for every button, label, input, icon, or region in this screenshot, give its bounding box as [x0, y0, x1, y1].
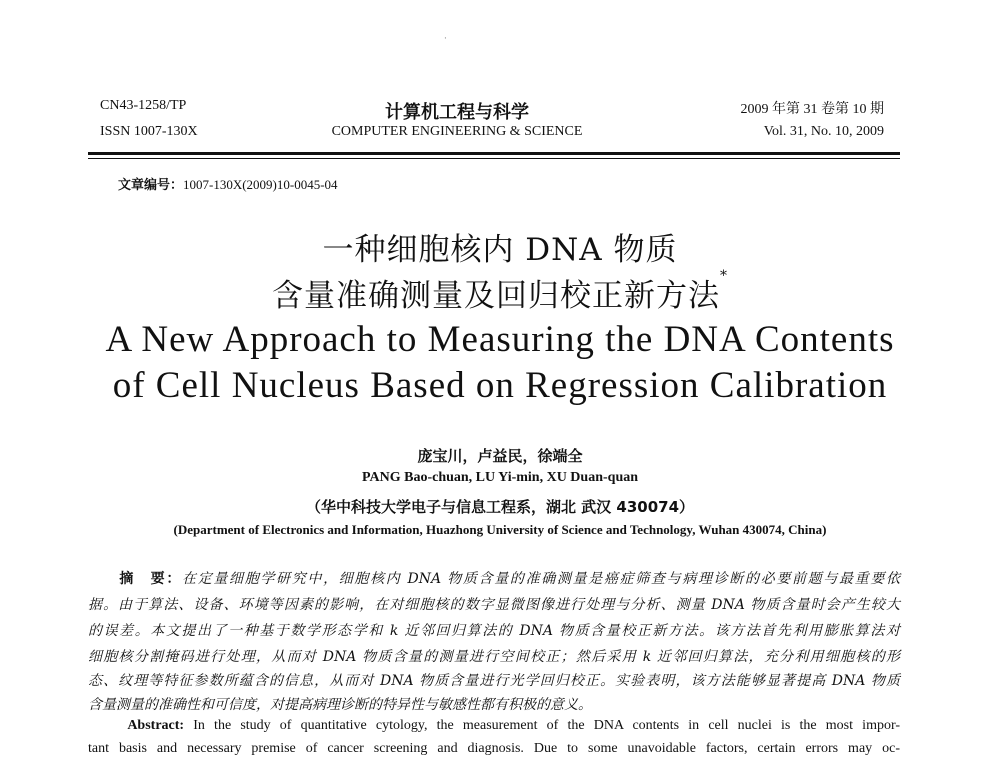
abstract-cn-line: 细胞核分割掩码进行处理，从而对 DNA 物质含量的测量进行空间校正；然后采用 k 近邻回归算法，充分利用细胞核的形 — [88, 649, 900, 665]
article-number — [118, 174, 338, 193]
article-number-value: 1007-130X(2009)10-0045-04 — [183, 177, 338, 192]
abstract-en-label: Abstract: — [127, 718, 185, 733]
issue-cn: 2009 年第 31 卷第 10 期 — [740, 102, 884, 117]
issn: ISSN 1007-130X — [100, 124, 198, 139]
abstract-en-line — [88, 717, 900, 735]
title-en-line1: A New Approach to Measuring the DNA Contents — [105, 319, 895, 360]
abstract-cn-line — [88, 570, 900, 588]
abstract-cn-label: 摘 要： — [119, 571, 183, 587]
abstract-cn-line: 含量测量的准确性和可信度，对提高病理诊断的特异性与敏感性都有积极的意义。 — [88, 697, 592, 713]
header-rule-thick — [88, 152, 900, 155]
title-footnote-mark: * — [720, 268, 728, 284]
abstract-cn-line: 据。由于算法、设备、环境等因素的影响，在对细胞核的数字显微图像进行处理与分析、测量 DNA 物质含量时会产生较大 — [88, 597, 900, 613]
abstract-en-line-text: In the study of quantitative cytology, the measurement of the DNA contents in cell nuclei is the most impor- — [184, 718, 900, 733]
article-number-label: 文章编号： — [118, 178, 184, 193]
title-cn-line1: 一种细胞核内 DNA 物质 — [322, 232, 678, 268]
issue-en: Vol. 31, No. 10, 2009 — [763, 124, 884, 139]
authors-en: PANG Bao-chuan, LU Yi-min, XU Duan-quan — [361, 470, 639, 485]
abstract-cn-line: 态、纹理等特征参数所蕴含的信息，从而对 DNA 物质含量进行光学回归校正。实验表明，该方法能够显著提高 DNA 物质 — [88, 673, 900, 689]
affiliation-en: (Department of Electronics and Information, Huazhong University of Science and Technology, Wuhan 430074, China) — [173, 522, 827, 537]
affiliation-cn: （华中科技大学电子与信息工程系，湖北 武汉 430074） — [305, 498, 695, 516]
title-cn-line2-text: 含量准确测量及回归校正新方法 — [272, 278, 720, 314]
cn-code: CN43-1258/TP — [100, 98, 187, 113]
decorative-dot: · — [444, 34, 447, 44]
title-en-line2: of Cell Nucleus Based on Regression Calibration — [112, 365, 888, 406]
journal-title-cn: 计算机工程与科学 — [385, 102, 529, 123]
abstract-cn-line: 的误差。本文提出了一种基于数学形态学和 k 近邻回归算法的 DNA 物质含量校正新方法。该方法首先利用膨胀算法对 — [88, 623, 900, 639]
authors-cn: 庞宝川，卢益民，徐端全 — [417, 447, 583, 465]
header-rule-thin — [88, 158, 900, 159]
abstract-cn-line-text: 在定量细胞学研究中，细胞核内 DNA 物质含量的准确测量是癌症筛查与病理诊断的必要前题与最重要依 — [182, 571, 901, 587]
abstract-en-line: tant basis and necessary premise of cancer screening and diagnosis. Due to some unavoidable factors, certain errors may oc- — [88, 741, 900, 756]
journal-title-en: COMPUTER ENGINEERING & SCIENCE — [331, 124, 583, 139]
title-cn-line2 — [0, 270, 1000, 315]
